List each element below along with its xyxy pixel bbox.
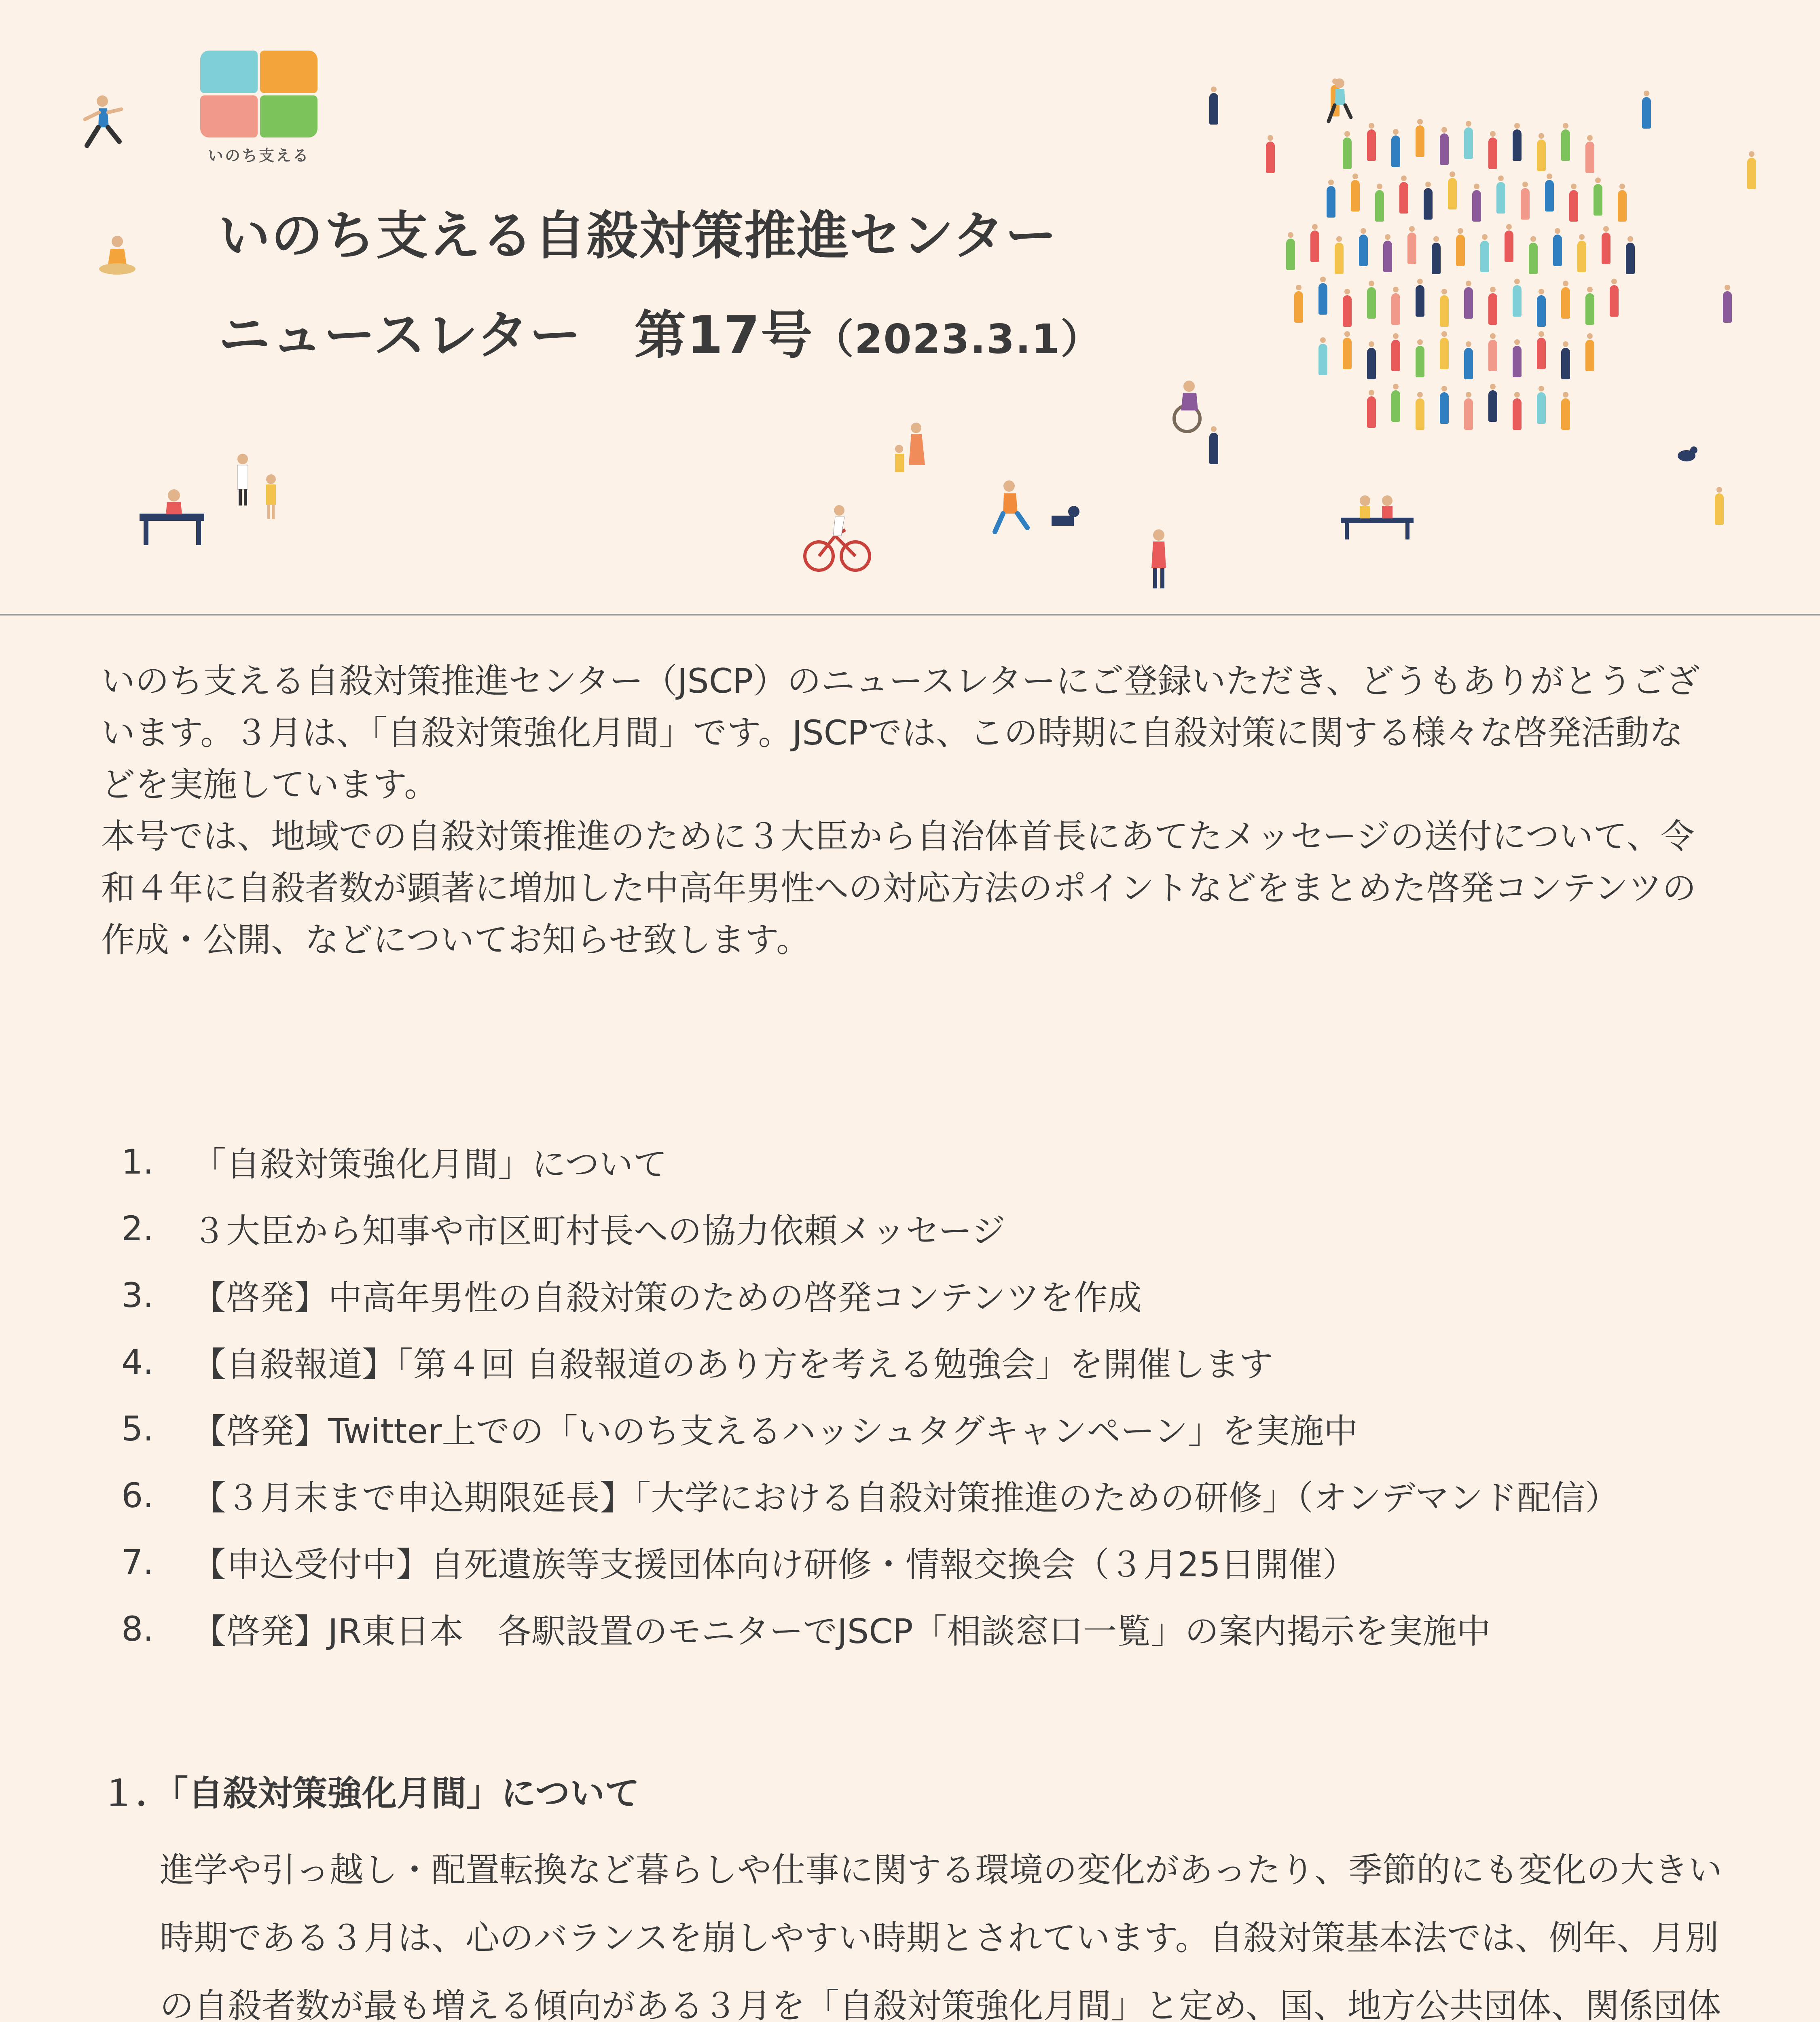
runner-small-icon bbox=[1323, 77, 1355, 125]
toc-text: 「自殺対策強化月間」について bbox=[192, 1144, 667, 1184]
toc-text: 【申込受付中】自死遺族等支援団体向け研修・情報交換会（３月25日開催） bbox=[192, 1545, 1357, 1584]
title-line1: いのち支える自殺対策推進センター bbox=[218, 206, 1058, 266]
toc-text: 【啓発】JR東日本 各駅設置のモニターでJSCP「相談窓口一覧」の案内掲示を実施中 bbox=[192, 1612, 1491, 1651]
jscp-logo bbox=[200, 51, 317, 165]
toc-text: 【３月末まで申込期限延長】「大学における自殺対策推進のための研修」（オンデマンド配信） bbox=[192, 1478, 1619, 1518]
section1-heading: １．「自殺対策強化月間」について bbox=[101, 1773, 640, 1814]
toc-number: 6. bbox=[121, 1475, 154, 1515]
issue-date: （2023.3.1） bbox=[813, 315, 1102, 363]
intro-text bbox=[101, 655, 1711, 966]
toc-text: 【啓発】中高年男性の自殺対策のための啓発コンテンツを作成 bbox=[192, 1278, 1142, 1318]
toc-item[interactable] bbox=[121, 1595, 1800, 1662]
toc-item[interactable] bbox=[121, 1262, 1800, 1328]
toc-item[interactable] bbox=[121, 1462, 1800, 1529]
toc-number: 7. bbox=[121, 1542, 154, 1582]
puzzle-logo-icon bbox=[200, 51, 317, 137]
bench-people-icon bbox=[135, 445, 289, 558]
logo-tile-teal bbox=[200, 51, 258, 93]
logo-tile-green bbox=[260, 95, 317, 138]
toc-number: 5. bbox=[121, 1409, 154, 1449]
toc-number: 4. bbox=[121, 1342, 154, 1382]
toc-item[interactable] bbox=[121, 1195, 1800, 1262]
header-divider bbox=[0, 614, 1820, 615]
logo-text: いのち支える bbox=[207, 147, 310, 165]
child-icon bbox=[1147, 528, 1171, 592]
toc-item[interactable] bbox=[121, 1128, 1800, 1195]
cyclist-icon bbox=[801, 501, 874, 574]
toc-number: 1. bbox=[121, 1142, 154, 1182]
section1-body bbox=[160, 1836, 1745, 2022]
toc-text: 【啓発】Twitter上での「いのち支えるハッシュタグキャンペーン」を実施中 bbox=[192, 1411, 1358, 1451]
child-mother-icon bbox=[888, 421, 932, 489]
crowd-illustration bbox=[1173, 69, 1780, 594]
toc-number: 8. bbox=[121, 1609, 154, 1649]
meditating-person-icon bbox=[95, 233, 140, 277]
newsletter-title bbox=[218, 206, 1102, 366]
toc-text: 【自殺報道】「第４回 自殺報道のあり方を考える勉強会」を開催します bbox=[192, 1345, 1273, 1384]
toc-number: 3. bbox=[121, 1275, 154, 1315]
title-issue: ニュースレター 第17号 bbox=[218, 305, 813, 366]
toc-item[interactable] bbox=[121, 1529, 1800, 1595]
toc-text: ３大臣から知事や市区町村長への協力依頼メッセージ bbox=[192, 1211, 1005, 1251]
section1-paragraph: 進学や引っ越し・配置転換など暮らしや仕事に関する環境の変化があったり、季節的にも変化の大きい時期である３月は、心のバランスを崩しやすい時期とされています。自殺対策基本法では、例年、月別の自殺者数が最も増える傾向がある３月を「自殺対策強化月間」と定め、国、地方公共団体、関係団体 bbox=[160, 1850, 1723, 2022]
logo-tile-orange bbox=[260, 51, 317, 93]
runner-icon bbox=[75, 93, 127, 154]
logo-tile-pink bbox=[200, 95, 258, 138]
toc-number: 2. bbox=[121, 1208, 154, 1248]
intro-paragraph: 本号では、地域での自殺対策推進のために３大臣から自治体首長にあてたメッセージの送付について、令和４年に自殺者数が顕著に増加した中高年男性への対応方法のポイントなどをまとめた啓発コンテンツの作成・公開、などについてお知らせ致します。 bbox=[101, 816, 1696, 960]
intro-paragraph: いのち支える自殺対策推進センター（JSCP）のニュースレターにご登録いただき、どうもありがとうございます。３月は、「自殺対策強化月間」です。JSCPでは、この時期に自殺対策に関する様々な啓発活動などを実施しています。 bbox=[101, 661, 1700, 804]
table-of-contents bbox=[121, 1128, 1800, 1662]
toc-item[interactable] bbox=[121, 1328, 1800, 1395]
title-line2 bbox=[218, 305, 1102, 366]
dog-walker-icon bbox=[991, 477, 1080, 538]
toc-item[interactable] bbox=[121, 1395, 1800, 1462]
